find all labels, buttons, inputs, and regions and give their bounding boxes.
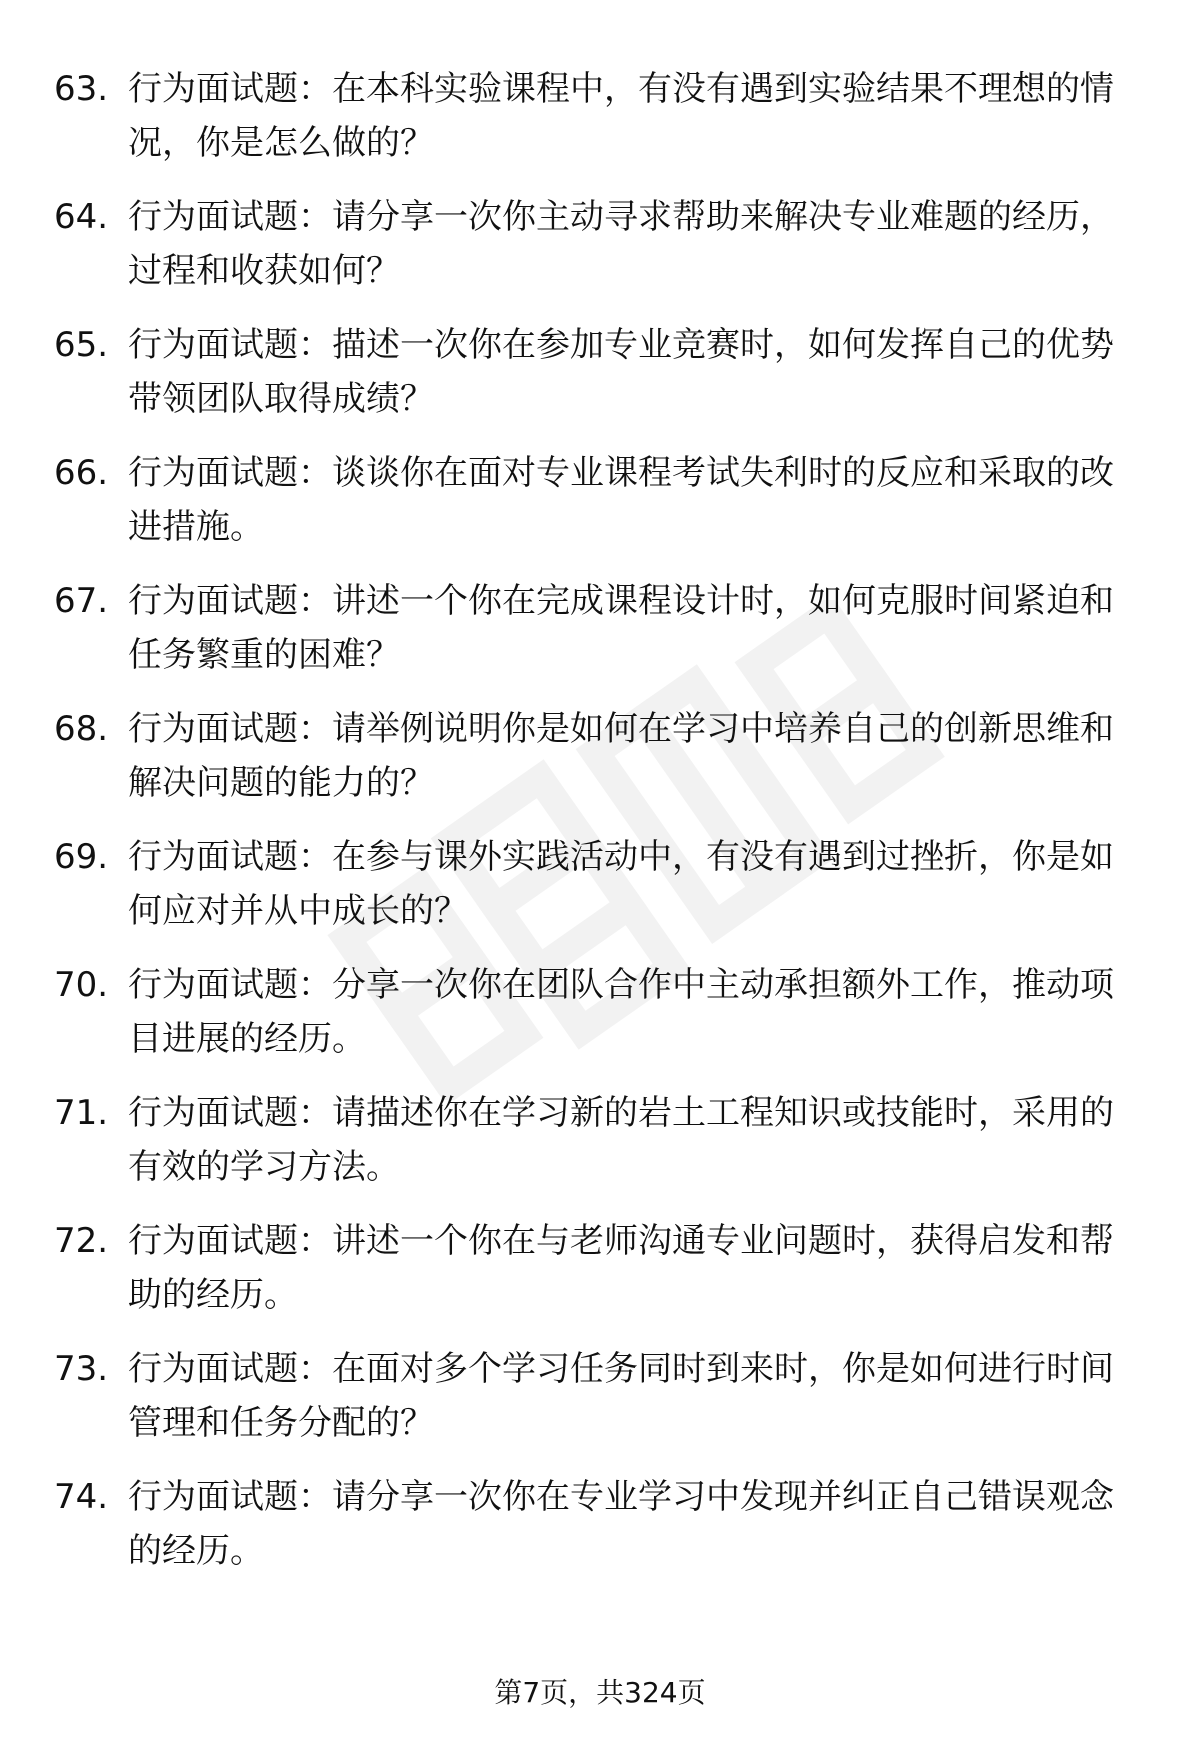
question-list xyxy=(54,62,1144,1598)
question-text: 行为面试题：讲述一个你在完成课程设计时，如何克服时间紧迫和任务繁重的困难？ xyxy=(128,581,1114,675)
question-item xyxy=(54,190,1144,318)
question-text: 行为面试题：讲述一个你在与老师沟通专业问题时，获得启发和帮助的经历。 xyxy=(128,1221,1114,1315)
question-item xyxy=(54,830,1144,958)
question-item xyxy=(54,1214,1144,1342)
question-item xyxy=(54,446,1144,574)
question-number: 73. xyxy=(54,1349,109,1389)
question-number: 68. xyxy=(54,709,109,749)
question-item xyxy=(54,958,1144,1086)
question-item xyxy=(54,1470,1144,1598)
question-text: 行为面试题：描述一次你在参加专业竞赛时，如何发挥自己的优势带领团队取得成绩？ xyxy=(128,325,1114,419)
question-number: 65. xyxy=(54,325,109,365)
page-footer: 第7页，共324页 xyxy=(494,1676,706,1709)
question-number: 71. xyxy=(54,1093,109,1133)
question-text: 行为面试题：请描述你在学习新的岩土工程知识或技能时，采用的有效的学习方法。 xyxy=(128,1093,1114,1187)
question-number: 69. xyxy=(54,837,109,877)
question-number: 64. xyxy=(54,197,109,237)
question-number: 72. xyxy=(54,1221,109,1261)
question-text: 行为面试题：在参与课外实践活动中，有没有遇到过挫折，你是如何应对并从中成长的？ xyxy=(128,837,1114,931)
question-text: 行为面试题：分享一次你在团队合作中主动承担额外工作，推动项目进展的经历。 xyxy=(128,965,1114,1059)
question-text: 行为面试题：请举例说明你是如何在学习中培养自己的创新思维和解决问题的能力的？ xyxy=(128,709,1114,803)
question-item xyxy=(54,702,1144,830)
question-number: 66. xyxy=(54,453,109,493)
question-item xyxy=(54,574,1144,702)
question-number: 67. xyxy=(54,581,109,621)
question-text: 行为面试题：请分享一次你在专业学习中发现并纠正自己错误观念的经历。 xyxy=(128,1477,1114,1571)
question-item xyxy=(54,62,1144,190)
question-text: 行为面试题：在面对多个学习任务同时到来时，你是如何进行时间管理和任务分配的？ xyxy=(128,1349,1114,1443)
question-text: 行为面试题：请分享一次你主动寻求帮助来解决专业难题的经历，过程和收获如何？ xyxy=(128,197,1114,291)
question-item xyxy=(54,318,1144,446)
question-number: 74. xyxy=(54,1477,109,1517)
question-text: 行为面试题：谈谈你在面对专业课程考试失利时的反应和采取的改进措施。 xyxy=(128,453,1114,547)
question-item xyxy=(54,1086,1144,1214)
question-number: 63. xyxy=(54,69,109,109)
question-item xyxy=(54,1342,1144,1470)
question-number: 70. xyxy=(54,965,109,1005)
question-text: 行为面试题：在本科实验课程中，有没有遇到实验结果不理想的情况，你是怎么做的？ xyxy=(128,69,1114,163)
